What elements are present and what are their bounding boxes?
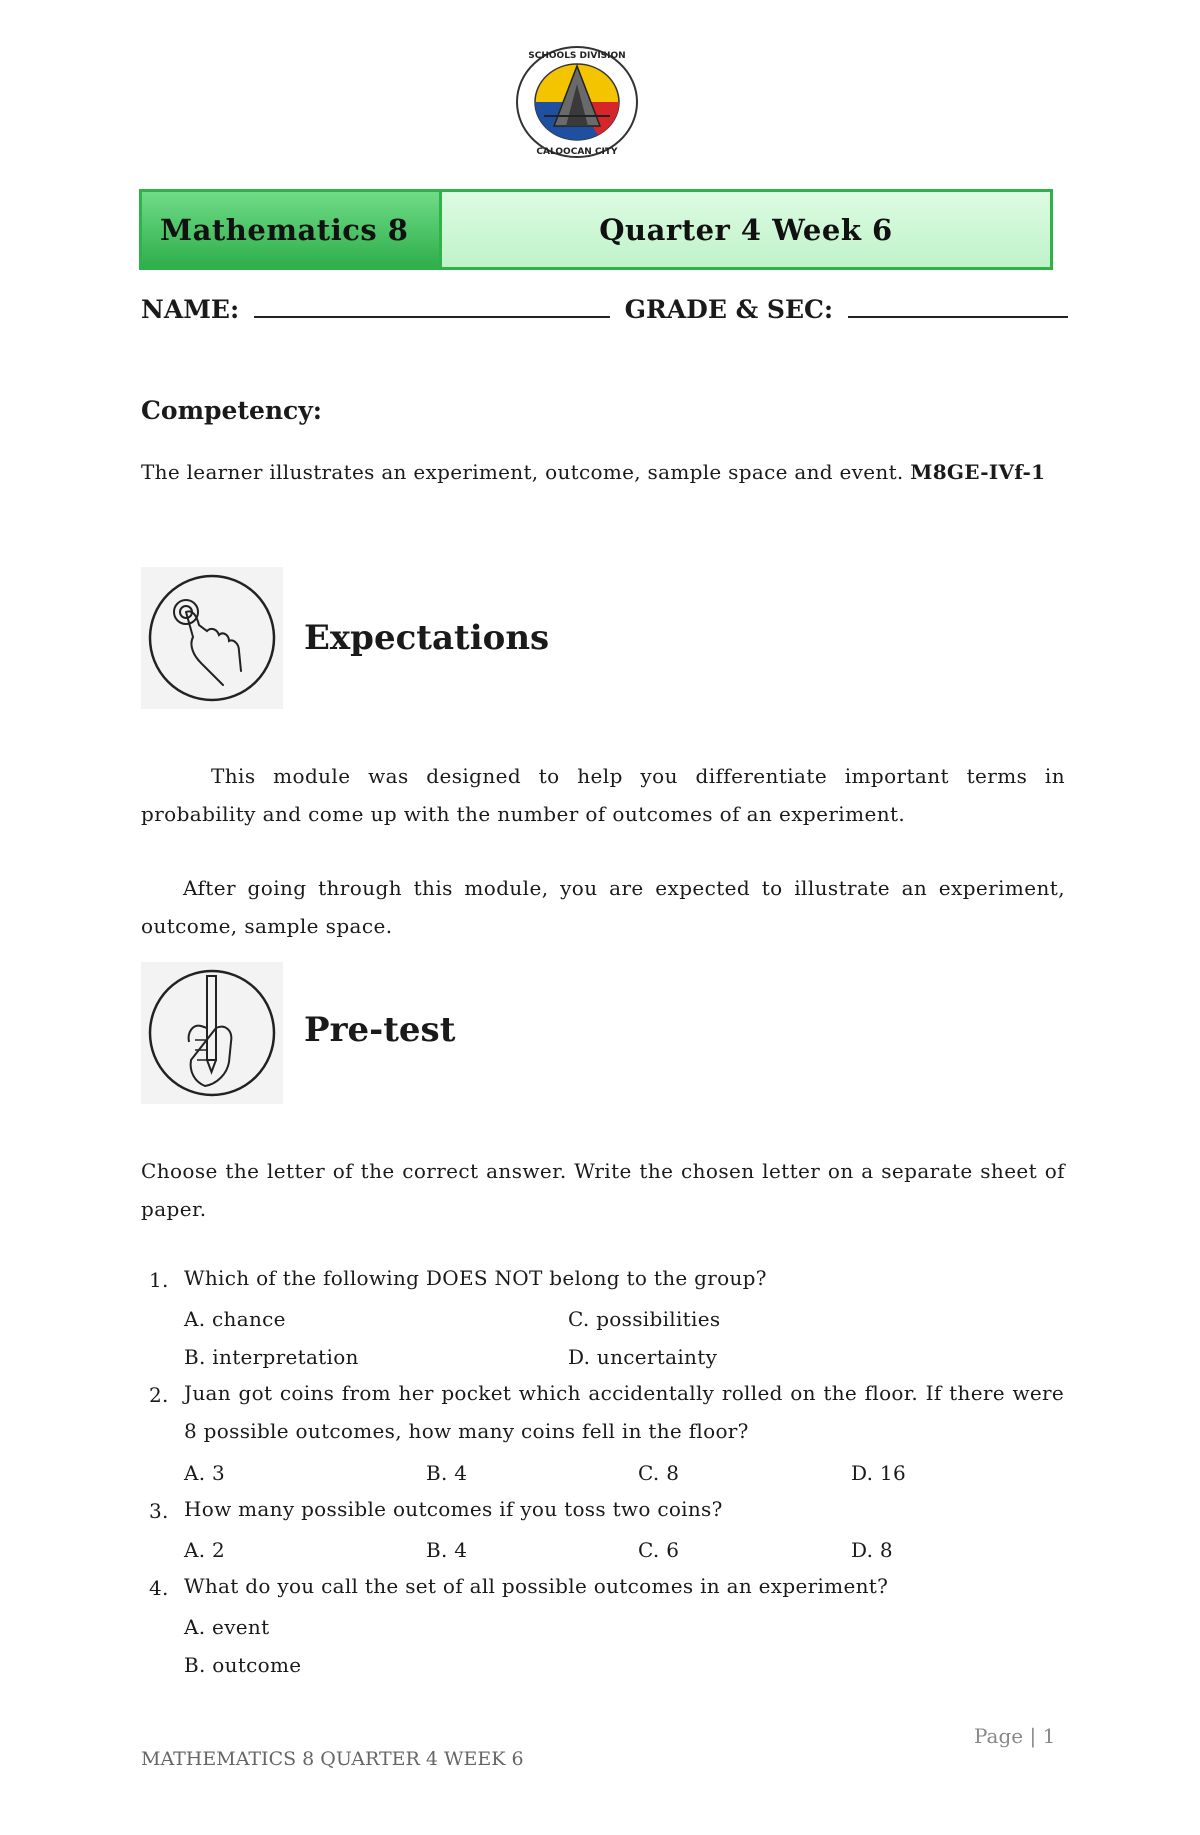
answer-option[interactable]: A. 3	[184, 1461, 226, 1485]
name-label: NAME:	[141, 295, 240, 324]
answer-option[interactable]: B. 4	[426, 1538, 468, 1562]
answer-option[interactable]: D. 16	[851, 1461, 906, 1485]
question-text: What do you call the set of all possible outcomes in an experiment?	[184, 1574, 889, 1598]
subject-header-bar	[139, 189, 1053, 270]
student-info-row	[141, 295, 1061, 324]
question-text: How many possible outcomes if you toss two coins?	[184, 1497, 723, 1521]
answer-option[interactable]: B. interpretation	[184, 1345, 359, 1369]
answer-option[interactable]: C. possibilities	[568, 1307, 721, 1331]
answer-option[interactable]: C. 8	[638, 1461, 680, 1485]
answer-option[interactable]: A. event	[184, 1615, 270, 1639]
subject-title: Mathematics 8	[160, 212, 409, 247]
footer-document-title: MATHEMATICS 8 QUARTER 4 WEEK 6	[141, 1748, 524, 1770]
answer-option[interactable]: A. chance	[184, 1307, 286, 1331]
svg-text:SCHOOLS DIVISION: SCHOOLS DIVISION	[528, 51, 626, 61]
answer-option[interactable]: D. 8	[851, 1538, 893, 1562]
question-number: 1.	[149, 1268, 169, 1292]
question-number: 3.	[149, 1499, 169, 1523]
question-text: Juan got coins from her pocket which accidentally rolled on the floor. If there were 8 possible outcomes, how many coins fell in the floor?	[184, 1381, 1064, 1443]
question-number: 4.	[149, 1576, 169, 1600]
svg-text:CALOOCAN CITY: CALOOCAN CITY	[536, 147, 618, 157]
hand-pointer-icon	[141, 567, 283, 709]
expectations-paragraph-2: After going through this module, you are expected to illustrate an experiment, outcome, sample space.	[141, 876, 1065, 938]
subject-cell	[142, 192, 442, 267]
answer-option[interactable]: C. 6	[638, 1538, 680, 1562]
answer-option[interactable]: B. outcome	[184, 1653, 302, 1677]
question-number: 2.	[149, 1383, 169, 1407]
answer-option[interactable]: A. 2	[184, 1538, 226, 1562]
grade-section-blank-line[interactable]	[848, 296, 1068, 318]
school-division-seal-logo	[514, 44, 640, 160]
grade-section-label: GRADE & SEC:	[624, 295, 834, 324]
question-text: Which of the following DOES NOT belong to the group?	[184, 1266, 767, 1290]
name-blank-line[interactable]	[254, 296, 610, 318]
answer-option[interactable]: D. uncertainty	[568, 1345, 718, 1369]
pretest-instructions: Choose the letter of the correct answer. Write the chosen letter on a separate sheet of paper.	[141, 1159, 1065, 1221]
hand-pencil-icon	[141, 962, 283, 1104]
competency-text: The learner illustrates an experiment, outcome, sample space and event.	[141, 460, 904, 484]
answer-option[interactable]: B. 4	[426, 1461, 468, 1485]
page-number: Page | 1	[974, 1724, 1056, 1748]
competency-statement	[141, 460, 1045, 484]
competency-code: M8GE-IVf-1	[910, 460, 1046, 484]
quarter-week-cell	[442, 192, 1050, 267]
pretest-heading: Pre-test	[304, 1010, 456, 1050]
expectations-paragraph-1: This module was designed to help you differentiate important terms in probability and come up with the number of outcomes of an experiment.	[141, 764, 1065, 826]
competency-heading: Competency:	[141, 396, 323, 425]
quarter-week-title: Quarter 4 Week 6	[599, 212, 893, 247]
expectations-heading: Expectations	[304, 618, 550, 658]
